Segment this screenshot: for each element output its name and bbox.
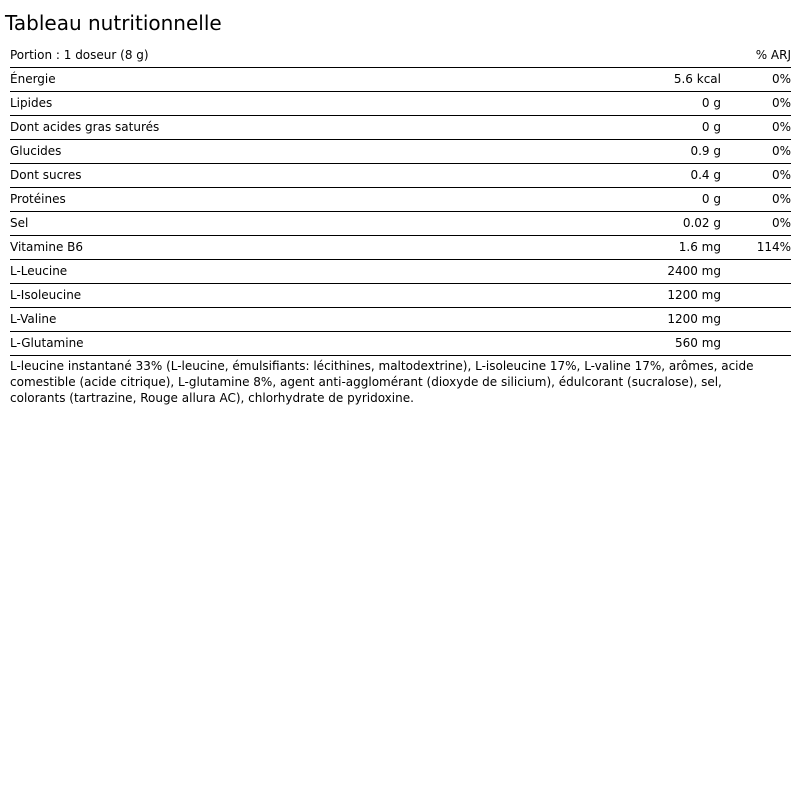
nutrient-value: 0 g [701, 96, 721, 110]
nutrient-name: L-Isoleucine [10, 288, 82, 302]
nutrient-pct: 0% [771, 96, 791, 110]
nutrient-pct: 0% [771, 144, 791, 158]
table-row [10, 92, 791, 116]
nutrient-value: 0 g [701, 192, 721, 206]
nutrient-name: Sel [10, 216, 29, 230]
nutrient-name: Énergie [10, 72, 56, 86]
nutrient-value: 0.02 g [682, 216, 721, 230]
nutrient-pct: 0% [771, 120, 791, 134]
pct-header-label: % ARJ [755, 48, 791, 62]
nutrient-value: 0.4 g [690, 168, 721, 182]
nutrient-name: Dont acides gras saturés [10, 120, 160, 134]
nutrient-name: Vitamine B6 [10, 240, 84, 254]
nutrient-value: 1.6 mg [678, 240, 721, 254]
nutrient-value: 0 g [701, 120, 721, 134]
portion-label: Portion : 1 doseur (8 g) [10, 48, 149, 62]
nutrient-name: Glucides [10, 144, 62, 158]
table-row [10, 236, 791, 260]
ingredients-text: L-leucine instantané 33% (L-leucine, émulsifiants: lécithines, maltodextrine), L-isoleucine 17%, L-valine 17%, arômes, acide comestible (acide citrique), L-glutamine 8%, agent anti-agglomérant (dioxyde de silicium), édulcorant (sucralose), sel, colorants (tartrazine, Rouge allura AC), chlorhydrate de pyridoxine. [10, 359, 754, 405]
nutrient-value: 5.6 kcal [673, 72, 721, 86]
table-header-row [10, 44, 791, 68]
nutrient-pct: 0% [771, 216, 791, 230]
nutrient-value: 1200 mg [667, 288, 721, 302]
nutrient-pct: 0% [771, 72, 791, 86]
nutrient-pct: 0% [771, 168, 791, 182]
nutrient-value: 0.9 g [690, 144, 721, 158]
table-row [10, 284, 791, 308]
table-row [10, 308, 791, 332]
nutrient-name: L-Glutamine [10, 336, 84, 350]
nutrient-value: 560 mg [674, 336, 721, 350]
nutrient-name: L-Leucine [10, 264, 68, 278]
nutrient-name: Dont sucres [10, 168, 82, 182]
nutrient-value: 1200 mg [667, 312, 721, 326]
table-row [10, 332, 791, 356]
nutrient-name: L-Valine [10, 312, 57, 326]
nutrient-pct: 0% [771, 192, 791, 206]
nutrient-pct: 114% [756, 240, 791, 254]
table-row [10, 188, 791, 212]
table-row [10, 68, 791, 92]
page-title: Tableau nutritionnelle [5, 11, 222, 35]
nutrient-name: Protéines [10, 192, 66, 206]
nutrient-name: Lipides [10, 96, 53, 110]
nutrition-table [10, 44, 791, 356]
table-row [10, 260, 791, 284]
table-row [10, 164, 791, 188]
table-row [10, 212, 791, 236]
nutrient-value: 2400 mg [667, 264, 721, 278]
table-row [10, 116, 791, 140]
table-row [10, 140, 791, 164]
